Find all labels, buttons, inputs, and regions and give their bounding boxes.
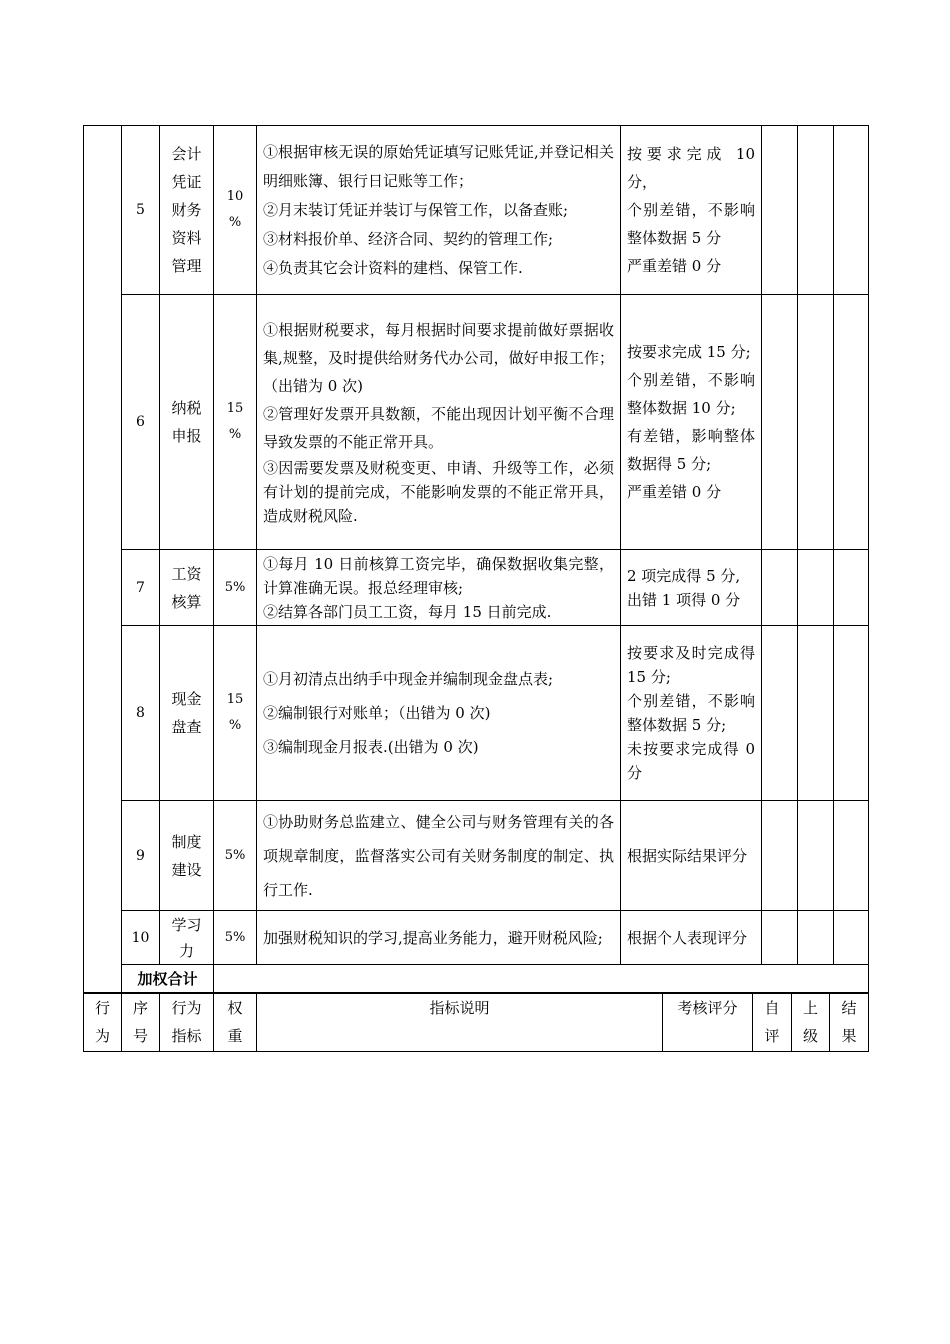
superior-score-cell[interactable] [798,550,834,626]
weight-cell: 5% [214,801,257,911]
indicator-cell: 纳税 申报 [160,295,214,550]
indicator-cell: 制度 建设 [160,801,214,911]
result-cell[interactable] [834,626,869,801]
self-score-cell[interactable] [762,295,798,550]
column-header-row [84,994,869,1052]
weight-cell: 10 % [214,126,257,295]
self-score-cell[interactable] [762,626,798,801]
weight-cell: 5% [214,911,257,965]
table-row [84,911,869,965]
weight-cell: 15 % [214,295,257,550]
table-row [84,801,869,911]
superior-score-header: 上 级 [792,994,830,1052]
indicator-header: 行为 指标 [160,994,214,1052]
description-cell: ①月初清点出纳手中现金并编制现金盘点表; ②编制银行对账单；（出错为 0 次) ③编制现金月报表.(出错为 0 次) [257,626,621,801]
scoring-cell: 按要求及时完成得 15 分; 个别差错，不影响整体数据 5 分; 未按要求完成得 0 分 [621,626,762,801]
self-score-cell[interactable] [762,911,798,965]
weighted-total-row [84,965,869,993]
description-cell: ①协助财务总监建立、健全公司与财务管理有关的各项规章制度，监督落实公司有关财务制度的制定、执行工作. [257,801,621,911]
row-number: 5 [122,126,160,295]
superior-score-cell[interactable] [798,801,834,911]
self-score-header: 自 评 [753,994,792,1052]
scoring-cell: 根据实际结果评分 [621,801,762,911]
result-cell[interactable] [834,295,869,550]
weight-cell: 5% [214,550,257,626]
indicator-cell: 现金 盘查 [160,626,214,801]
row-number: 7 [122,550,160,626]
result-header: 结 果 [830,994,869,1052]
row-number: 10 [122,911,160,965]
result-cell[interactable] [834,801,869,911]
description-cell: 加强财税知识的学习,提高业务能力，避开财税风险; [257,911,621,965]
description-cell: ①根据审核无误的原始凭证填写记账凭证,并登记相关明细账簿、银行日记账等工作； ②月末装订凭证并装订与保管工作，以备查账; ③材料报价单、经济合同、契约的管理工作; ④负责其它会计资料的建档、保管工作. [257,126,621,295]
description-cell: ①每月 10 日前核算工资完毕，确保数据收集完整，计算准确无误。报总经理审核; ②结算各部门员工工资，每月 15 日前完成. [257,550,621,626]
self-score-cell[interactable] [762,126,798,295]
description-cell: ①根据财税要求，每月根据时间要求提前做好票据收集,规整，及时提供给财务代办公司，做好申报工作；（出错为 0 次) ②管理好发票开具数额，不能出现因计划平衡不合理导致发票的不能正常开具。 ③因需要发票及财税变更、申请、升级等工作，必须有计划的提前完成，不能影响发票的不能正常开具，造成财税风险. [257,295,621,550]
scoring-cell: 2 项完成得 5 分, 出错 1 项得 0 分 [621,550,762,626]
self-score-cell[interactable] [762,550,798,626]
superior-score-cell[interactable] [798,295,834,550]
superior-score-cell[interactable] [798,126,834,295]
row-number: 6 [122,295,160,550]
weight-header: 权 重 [214,994,257,1052]
performance-table [83,125,869,993]
result-cell[interactable] [834,126,869,295]
table-row [84,626,869,801]
weighted-total-value[interactable] [214,965,869,993]
table-row [84,550,869,626]
table-row [84,126,869,295]
scoring-cell: 按要求完成 10 分， 个别差错，不影响整体数据 5 分 严重差错 0 分 [621,126,762,295]
table-row [84,295,869,550]
behavior-column-cell [84,126,122,993]
self-score-cell[interactable] [762,801,798,911]
superior-score-cell[interactable] [798,911,834,965]
scoring-header: 考核评分 [663,994,753,1052]
row-number: 9 [122,801,160,911]
weighted-total-label: 加权合计 [122,965,214,993]
row-number: 8 [122,626,160,801]
result-cell[interactable] [834,550,869,626]
superior-score-cell[interactable] [798,626,834,801]
scoring-cell: 根据个人表现评分 [621,911,762,965]
header-repeat-table [83,993,869,1052]
seq-header: 序 号 [122,994,160,1052]
indicator-cell: 会计 凭证 财务 资料 管理 [160,126,214,295]
indicator-cell: 学习 力 [160,911,214,965]
description-header: 指标说明 [257,994,663,1052]
scoring-cell: 按要求完成 15 分; 个别差错，不影响整体数据 10 分; 有差错，影响整体数据得 5 分; 严重差错 0 分 [621,295,762,550]
behavior-header: 行 为 [84,994,122,1052]
indicator-cell: 工资 核算 [160,550,214,626]
weight-cell: 15 % [214,626,257,801]
result-cell[interactable] [834,911,869,965]
